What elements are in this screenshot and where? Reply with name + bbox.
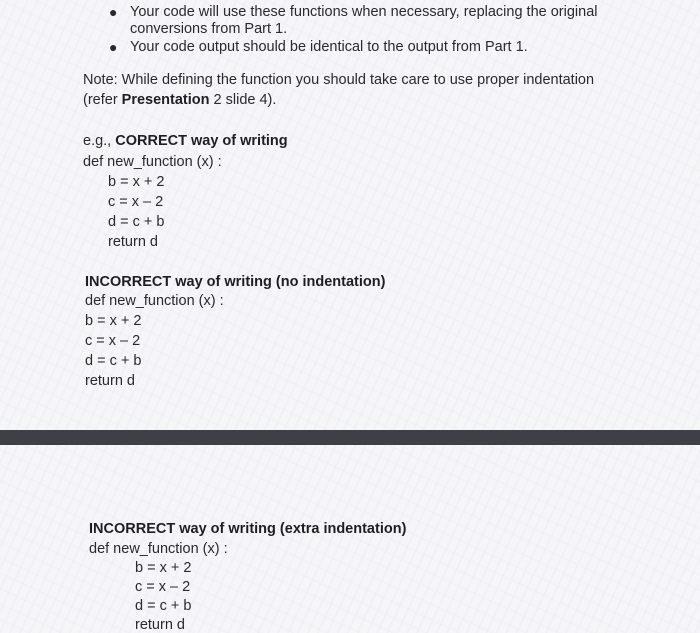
- bullet-dot-icon: ●: [109, 39, 118, 55]
- no-indent-body-line: return d: [85, 373, 135, 389]
- correct-body-line: d = c + b: [108, 214, 165, 230]
- correct-heading-bold: CORRECT way of writing: [115, 133, 288, 149]
- no-indent-body-line: c = x – 2: [85, 333, 141, 349]
- bullet-dot-icon: ●: [109, 4, 118, 20]
- no-indent-def-line: def new_function (x) :: [85, 293, 224, 309]
- extra-indent-def-line: def new_function (x) :: [89, 541, 228, 557]
- page-divider: [0, 430, 700, 445]
- no-indent-heading-bold: INCORRECT way of writing (no indentation): [85, 274, 386, 290]
- extra-indent-body-line: c = x – 2: [135, 579, 191, 595]
- correct-body-line: return d: [108, 234, 158, 250]
- correct-def-line: def new_function (x) :: [83, 154, 222, 170]
- correct-intro: e.g.,: [83, 133, 116, 149]
- note-presentation-bold: Presentation: [121, 92, 210, 108]
- bullet-1-line-1: Your code will use these functions when necessary, replacing the original: [130, 4, 598, 20]
- note-line-1: Note: While defining the function you should take care to use proper indentation: [83, 72, 595, 88]
- correct-body-line: b = x + 2: [108, 174, 165, 190]
- extra-indent-body-line: d = c + b: [135, 598, 192, 614]
- extra-indent-heading: [89, 520, 406, 539]
- bullet-1-line-2: conversions from Part 1.: [130, 21, 288, 37]
- no-indent-body-line: b = x + 2: [85, 313, 142, 329]
- correct-heading: [83, 132, 288, 151]
- extra-indent-body-line: b = x + 2: [135, 560, 192, 576]
- note-line-2: [83, 91, 276, 110]
- no-indent-heading: [85, 273, 385, 292]
- no-indent-body-line: d = c + b: [85, 353, 142, 369]
- extra-indent-body-line: return d: [135, 617, 185, 633]
- note-line-2-suffix: 2 slide 4).: [209, 92, 277, 108]
- extra-indent-heading-bold: INCORRECT way of writing (extra indentation): [89, 521, 407, 537]
- note-line-2-prefix: (refer: [83, 92, 122, 108]
- correct-body-line: c = x – 2: [108, 194, 164, 210]
- bullet-2-line-1: Your code output should be identical to the output from Part 1.: [130, 39, 528, 55]
- document-page-bottom: [0, 445, 700, 633]
